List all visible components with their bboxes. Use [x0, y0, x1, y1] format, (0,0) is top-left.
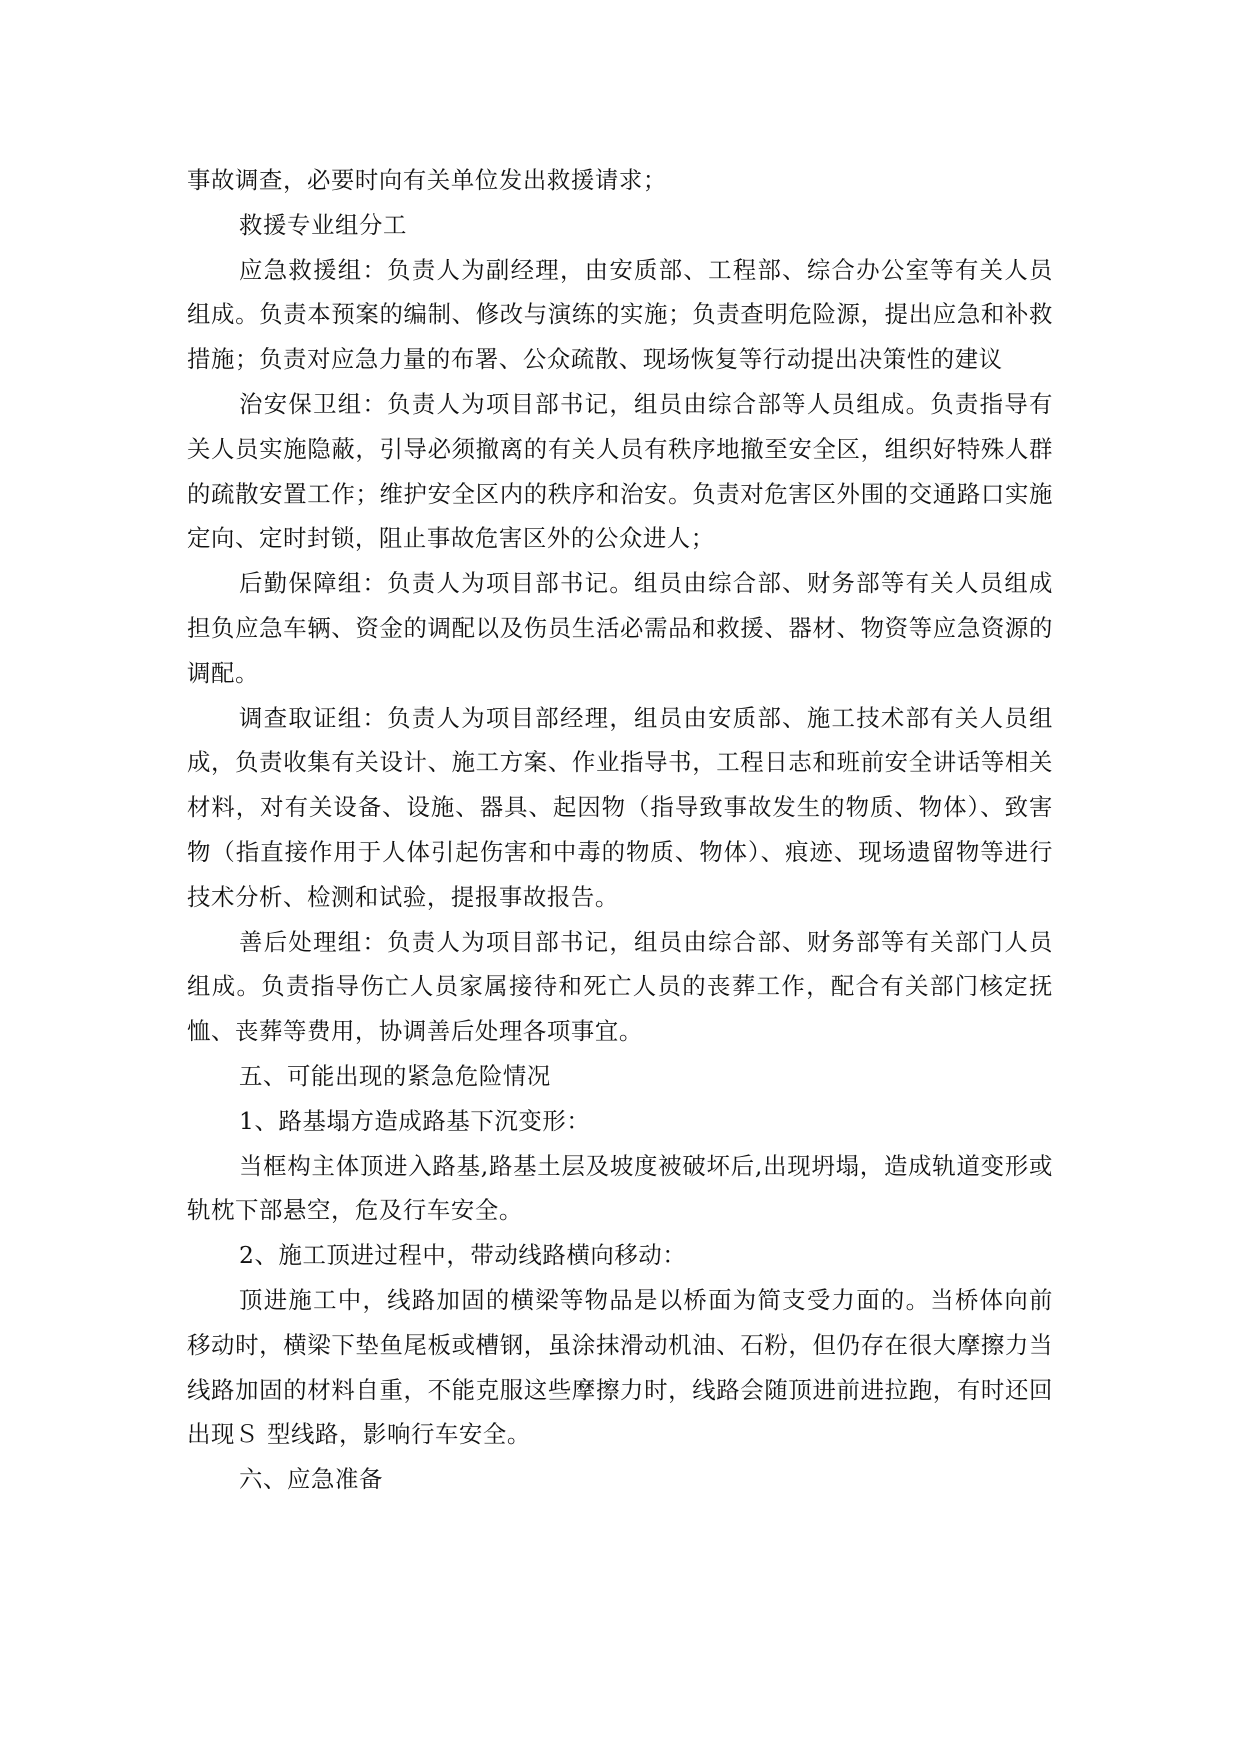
paragraph-security-group: 治安保卫组：负责人为项目部书记，组员由综合部等人员组成。负责指导有关人员实施隐蔽，引导必须撤离的有关人员有秩序地撤至安全区，组织好特殊人群的疏散安置工作；维护安全区内的秩序和治安。负责对危害区外围的交通路口实施定向、定时封锁，阻止事故危害区外的公众进人； [187, 389, 1053, 553]
heading-section-six: 六、应急准备 [239, 1465, 383, 1494]
paragraph-accident-investigation: 事故调查，必要时向有关单位发出救援请求； [187, 166, 667, 194]
document-page [187, 158, 1053, 1502]
paragraph-emergency-rescue-group: 应急救援组：负责人为副经理，由安质部、工程部、综合办公室等有关人员组成。负责本预案的编制、修改与演练的实施；负责查明危险源，提出应急和补救措施；负责对应急力量的布署、公众疏散、现场恢复等行动提出决策性的建议 [187, 255, 1053, 374]
paragraph-aftermath-group: 善后处理组：负责人为项目部书记，组员由综合部、财务部等有关部门人员组成。负责指导伤亡人员家属接待和死亡人员的丧葬工作，配合有关部门核定抚恤、丧葬等费用，协调善后处理各项事宜。 [187, 927, 1053, 1046]
paragraph-investigation-group: 调查取证组：负责人为项目部经理，组员由安质部、施工技术部有关人员组成，负责收集有关设计、施工方案、作业指导书，工程日志和班前安全讲话等相关材料，对有关设备、设施、器具、起因物（指导致事故发生的物质、物体）、致害物（指直接作用于人体引起伤害和中毒的物质、物体）、痕迹、现场遗留物等进行技术分析、检测和试验，提报事故报告。 [187, 703, 1053, 911]
paragraph-logistics-group: 后勤保障组：负责人为项目部书记。组员由综合部、财务部等有关人员组成担负应急车辆、资金的调配以及伤员生活必需品和救援、器材、物资等应急资源的调配。 [187, 569, 1053, 687]
heading-section-five: 五、可能出现的紧急危险情况 [239, 1061, 551, 1090]
paragraph-item-one: 当框构主体顶进入路基,路基土层及坡度被破坏后,出现坍塌，造成轨道变形或轨枕下部悬空，危及行车安全。 [187, 1151, 1053, 1225]
paragraph-item-two: 顶进施工中，线路加固的横梁等物品是以桥面为简支受力面的。当桥体向前移动时，横梁下垫鱼尾板或槽钢，虽涂抹滑动机油、石粉，但仍存在很大摩擦力当线路加固的材料自重，不能克服这些摩擦力时，线路会随顶进前进拉跑，有时还回出现Ｓ 型线路，影响行车安全。 [187, 1285, 1053, 1449]
heading-item-two: 2、施工顶进过程中，带动线路横向移动： [239, 1241, 687, 1270]
heading-item-one: 1、路基塌方造成路基下沉变形： [239, 1106, 591, 1135]
heading-rescue-group-division: 救援专业组分工 [239, 210, 407, 239]
